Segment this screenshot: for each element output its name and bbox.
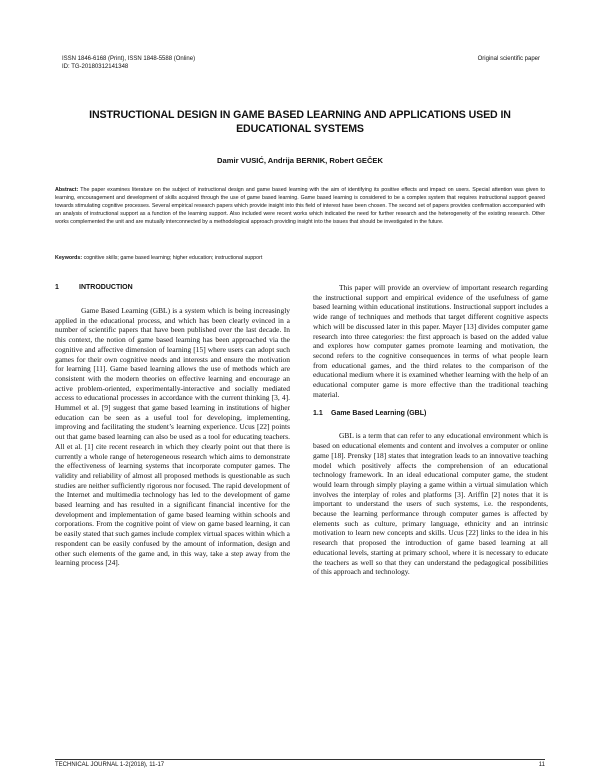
left-column — [55, 283, 290, 568]
abstract-label: Abstract: — [55, 187, 79, 193]
paper-type: Original scientific paper — [477, 56, 540, 62]
intro-paragraph-1: Game Based Learning (GBL) is a system which is being increasingly applied in the educational process, and which has been clearly evinced in a number of scientific papers that have been published over the last decade. In this context, the notion of game based learning has been approached via the cognitive and affective dimension of learning [15] where users can adopt such games for their own cognitive needs and interests and ensure the motivation for learning [11]. Game based learning allows the use of methods which are consistent with the modern theories on effective learning and encourage an active problem-oriented, experimentally-interactive and socially mediated access to educational processes in accordance with the current thinking [3, 4]. Hummel et al. [9] suggest that game based learning in institutions of higher education can be seen as a useful tool for developing, implementing, improving and facilitating the student’s learning experience. Ucus [22] points out that game based learning can also be used as a tool for educating teachers. All et al. [1] cite recent research in which they clearly point out that there is currently a whole range of heterogeneous research which aims to demonstrate the effectiveness of learning systems that incorporate computer games. The validity and reliability of almost all proposed methods is questionable as such studies are neither sufficiently rigorous nor focused. The rapid development of the Internet and multimedia technology has led to the development of game based learning and has resulted in a significant financial incentive for the development and implementation of game based learning within schools and corporations. From the cognitive point of view on game based learning, it can be easily stated that such games include complex virtual spaces within which a respondent can be easily confused by the amount of information, design and other such elements of the game and, in this way, take a step away from the learning process [24]. — [55, 306, 290, 568]
footer-journal: TECHNICAL JOURNAL 1-2(2018), 11-17 — [55, 762, 165, 768]
subsection-heading-gbl — [313, 409, 548, 418]
paper-id: ID: TG-20180312141348 — [62, 64, 129, 70]
keywords-text: cognitive skills; game based learning; higher education; instructional support — [83, 255, 263, 261]
paper-title: INSTRUCTIONAL DESIGN IN GAME BASED LEARNING AND APPLICATIONS USED IN EDUCATIONAL SYSTEMS — [89, 109, 511, 135]
section-number: 1 — [55, 284, 59, 291]
subsection-title: Game Based Learning (GBL) — [331, 410, 427, 418]
section-title: INTRODUCTION — [79, 284, 133, 291]
authors: Damir VUSIĆ, Andrija BERNIK, Robert GEČEK — [217, 156, 383, 165]
footer-divider — [55, 759, 545, 760]
page-number: 11 — [538, 762, 545, 768]
subsection-number: 1.1 — [313, 410, 323, 418]
right-column — [313, 283, 548, 577]
keywords — [55, 254, 545, 262]
section-heading-introduction — [55, 283, 290, 292]
keywords-label: Keywords: — [55, 255, 83, 261]
abstract — [55, 186, 545, 226]
gbl-paragraph-1: GBL is a term that can refer to any educational environment which is based on educational elements and content and involves a computer or online game [18]. Prensky [18] states that integration leads to an innovative teaching model which positively affects the comprehension of an educational technology framework. In an ideal educational computer game, the student would learn through simply playing a game within a virtual simulation which involves the interplay of roles and platforms [3]. Ariffin [2] notes that it is important to understand the users of such systems, i.e. the respondents, because the learning performance through computer games is affected by elements such as culture, primary language, ethnicity and an intrinsic motivation to learn new concepts and skills. Ucus [22] links to the idea in his research that proposed the introduction of game based learning at all educational levels, starting at primary school, where it is necessary to educate the teachers as well so that they can understand the pedagogical possibilities of this approach and technology. — [313, 431, 548, 577]
abstract-text: The paper examines literature on the subject of instructional design and game based learning with the aim of identifying its positive effects and impact on users. Special attention was given to learning, encouragement and development of skills acquired through the use of game based learning. Game based learning is considered to be a complex system that requires instructional support geared towards stimulating cognitive processes. Several empirical research papers which provide insight into this field of interest have been chosen. The second set of papers provides confirmation accompanied with an analysis of instructional support as a function of the learning support. Also included were recent works which indicated the need for further research and the heterogeneity of the existing research. Other works complemented the unit and are mutually interconnected by a methodological approach providing insight into the issues that should be investigated in the future. — [55, 187, 545, 225]
issn-line: ISSN 1846-6168 (Print), ISSN 1848-5588 (Online) — [62, 56, 196, 62]
header-issn-block — [62, 55, 195, 71]
intro-paragraph-2: This paper will provide an overview of important research regarding the instructional support and empirical evidence of the usefulness of game based learning within educational institutions. Instructional support includes a wide range of techniques and methods that target different cognitive aspects which will be discussed later in this paper. Mayer [13] divides computer game research into three categories: the first approach is based on the added value and explores how computer games promote learning and motivation, the second refers to the cognitive consequences in terms of what people learn from educational games, and the third relates to the comparison of the educational medium where it is examined whether learning with the help of an educational computer game is more effective than the traditional teaching material. — [313, 283, 548, 399]
